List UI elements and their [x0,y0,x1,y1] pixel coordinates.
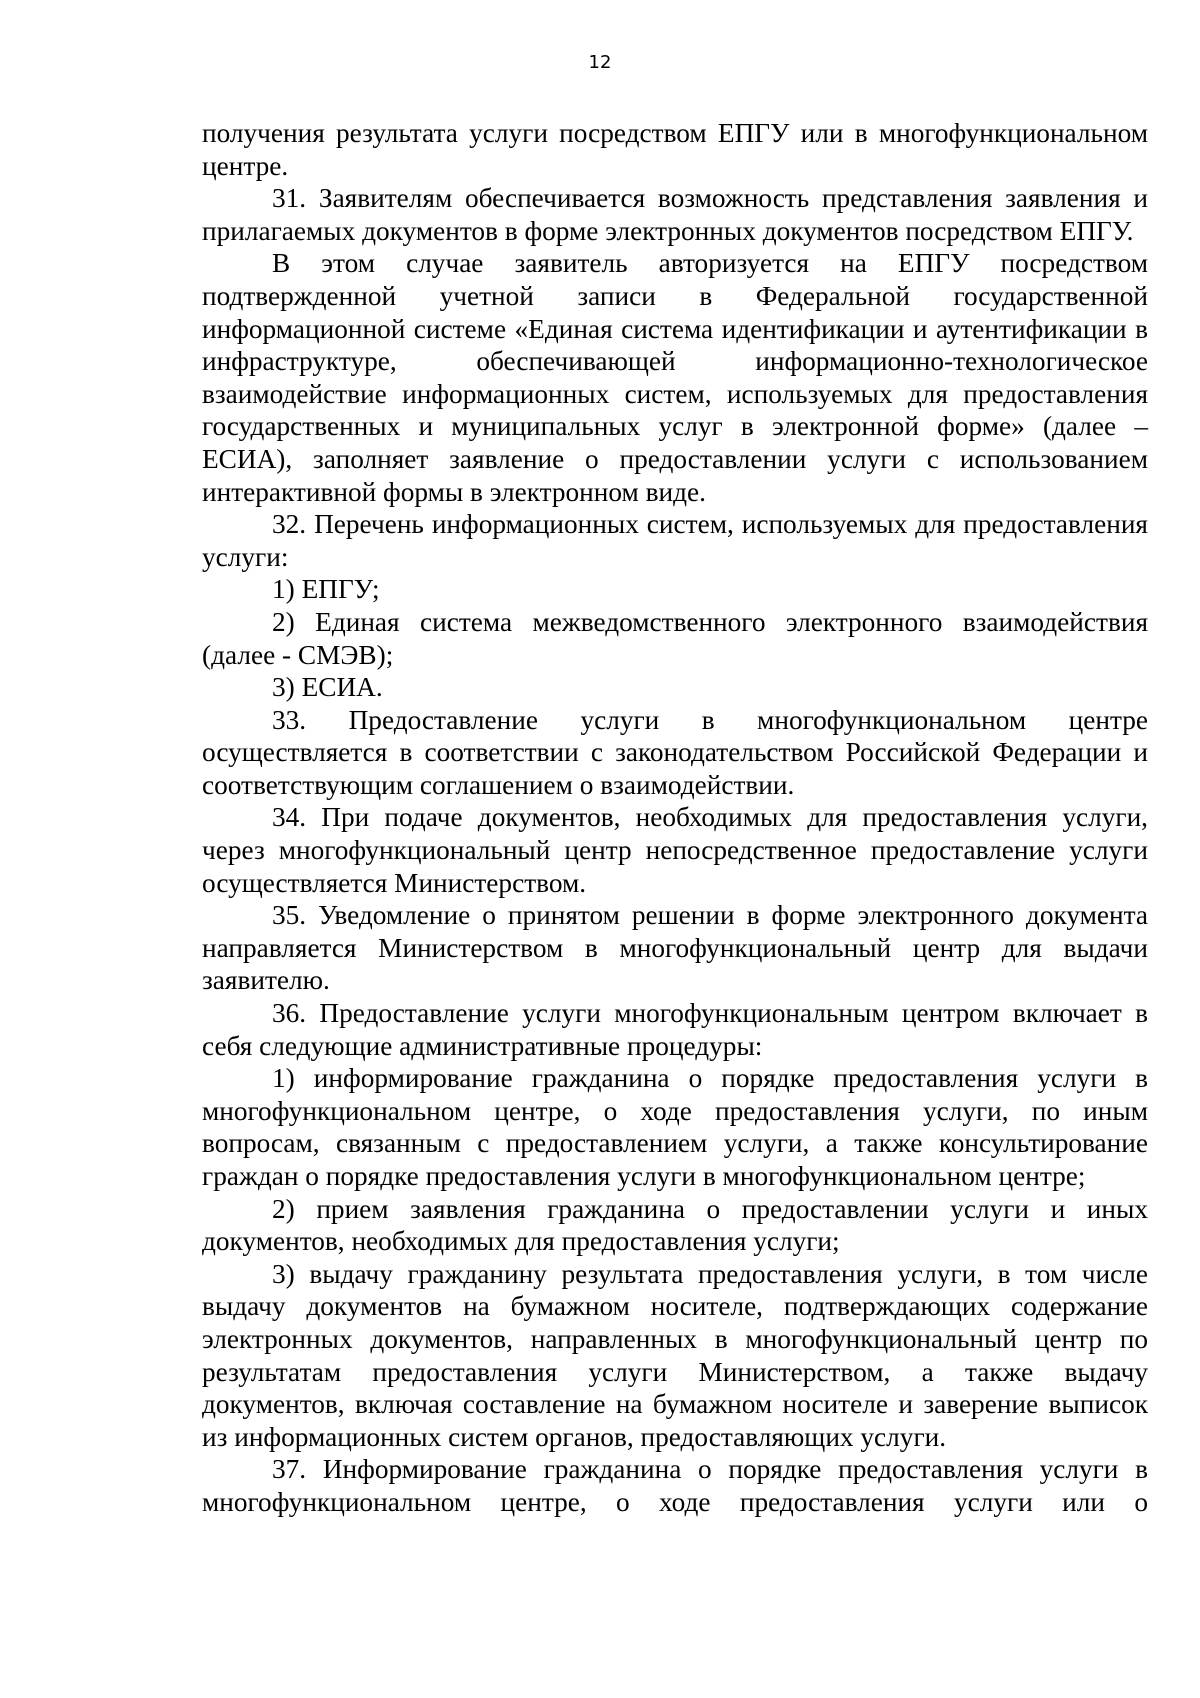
paragraph-31-esia: В этом случае заявитель авторизуется на ЕПГУ посредством подтвержденной учетной записи в Федеральной государственной информационной системе «Единая система идентификации и аутентификации в инфраструктуре, обеспечивающей информационно-технологическое взаимодействие информационных систем, используемых для предоставления государственных и муниципальных услуг в электронной форме» (далее – ЕСИА), заполняет заявление о предоставлении услуги с использованием интерактивной формы в электронном виде. [202,248,1148,507]
paragraph-continuation: получения результата услуги посредством ЕПГУ или в многофункциональном центре. [202,118,1148,181]
list-item-esia: 3) ЕСИА. [272,672,383,703]
paragraph-33: 33. Предоставление услуги в многофункциональном центре осуществляется в соответствии с законодательством Российской Федерации и соответствующим соглашением о взаимодействии. [202,704,1148,800]
paragraph-37: 37. Информирование гражданина о порядке предоставления услуги в многофункциональном центре, о ходе предоставления услуги или о [202,1454,1148,1517]
page-number: 12 [588,52,612,73]
paragraph-31: 31. Заявителям обеспечивается возможность представления заявления и прилагаемых документов в форме электронных документов посредством ЕПГУ. [202,183,1148,246]
document-body [202,117,1148,1519]
paragraph-32: 32. Перечень информационных систем, используемых для предоставления услуги: [202,509,1148,572]
list-item-smev: 2) Единая система межведомственного электронного взаимодействия (далее - СМЭВ); [202,606,1148,670]
list-item-issuance: 3) выдачу гражданину результата предоставления услуги, в том числе выдачу документов на бумажном носителе, подтверждающих содержание электронных документов, направленных в многофункциональный центр по результатам предоставления услуги Министерством, а также выдачу документов, включая составление на бумажном носителе и заверение выписок из информационных систем органов, предоставляющих услуги. [202,1258,1148,1452]
paragraph-36: 36. Предоставление услуги многофункциональным центром включает в себя следующие административные процедуры: [202,998,1149,1061]
list-item-epgu: 1) ЕПГУ; [272,574,380,605]
list-item-reception: 2) прием заявления гражданина о предоставлении услуги и иных документов, необходимых для предоставления услуги; [202,1193,1148,1257]
paragraph-34: 34. При подаче документов, необходимых для предоставления услуги, через многофункциональный центр непосредственное предоставление услуги осуществляется Министерством. [202,802,1148,898]
paragraph-35: 35. Уведомление о принятом решении в форме электронного документа направляется Министерством в многофункциональный центр для выдачи заявителю. [202,900,1149,996]
list-item-informing: 1) информирование гражданина о порядке предоставления услуги в многофункциональном центре, о ходе предоставления услуги, по иным вопросам, связанным с предоставлением услуги, а также консультирование граждан о порядке предоставления услуги в многофункциональном центре; [202,1063,1148,1191]
